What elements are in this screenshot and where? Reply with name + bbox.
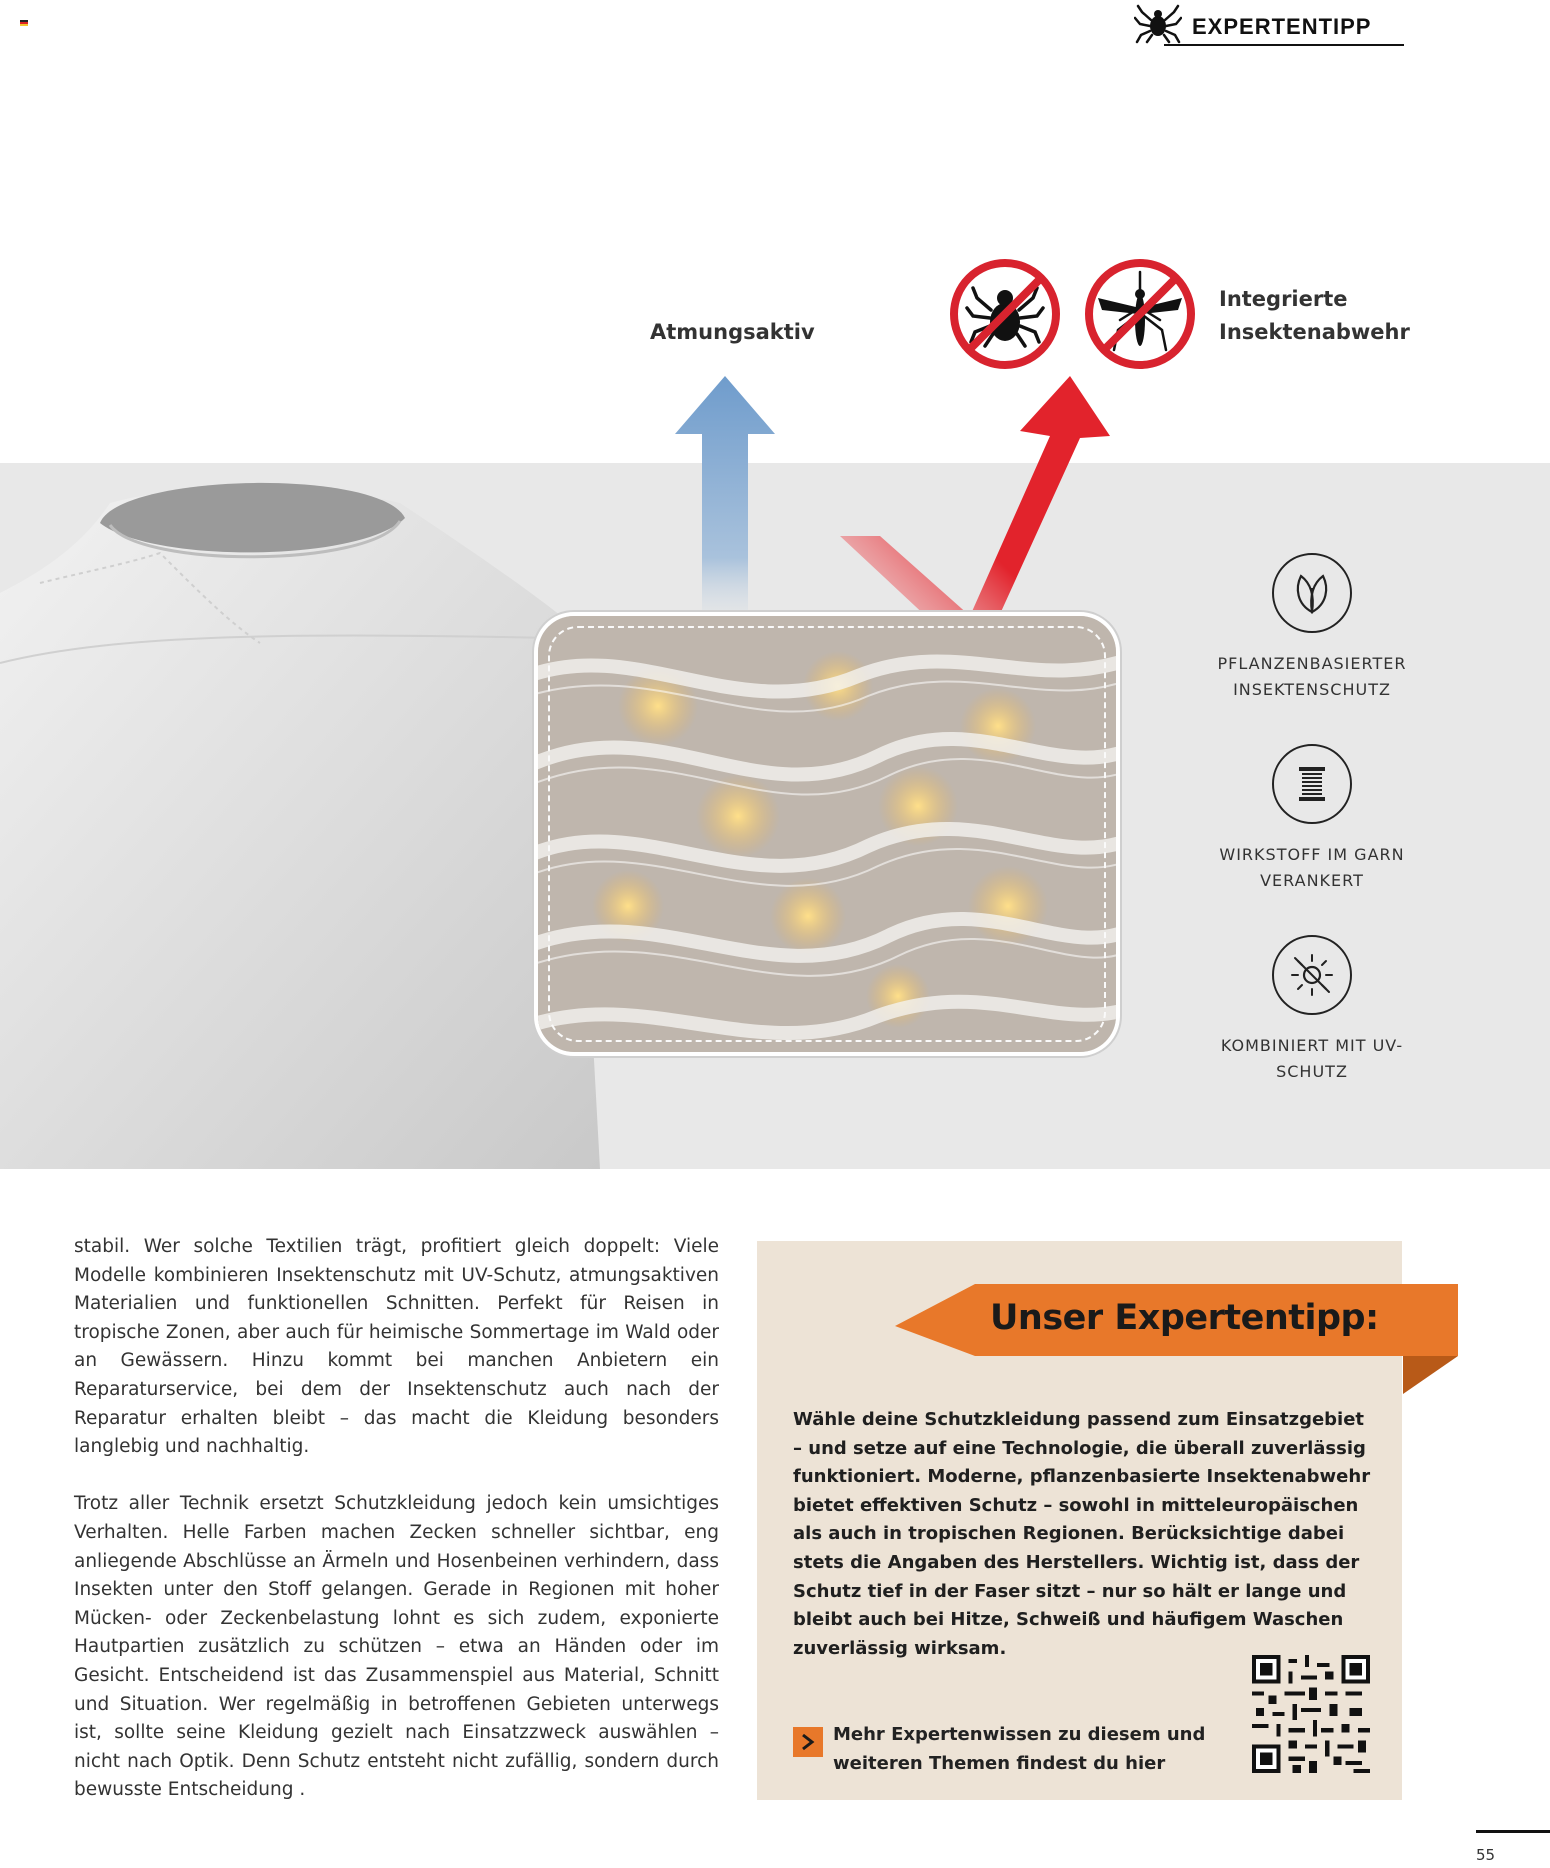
article-body — [74, 1233, 719, 1833]
no-mosquito-icon — [1084, 258, 1196, 370]
qr-code-icon[interactable] — [1252, 1655, 1370, 1773]
sun-crossed-icon — [1287, 950, 1337, 1000]
feature-icon-ring — [1272, 744, 1352, 824]
page-number-rule — [1476, 1830, 1550, 1833]
article-paragraph: Trotz aller Technik ersetzt Schutzkleidung jedoch kein umsichtiges Verhalten. Helle Farben machen Zecken schneller sichtbar, eng anliegende Abschlüsse an Ärmeln und Hosenbeinen verhindern, dass Insekten unter den Stoff gelangen. Gerade in Regionen mit hoher Mücken- oder Zeckenbelastung lohnt es sich zudem, exponierte Hautpartien zusätzlich zu schützen – etwa an Händen oder im Gesicht. Entscheidend ist das Zusammenspiel aus Material, Schnitt und Situation. Wer regelmäßig in betroffenen Gebieten unterwegs ist, sollte seine Kleidung gezielt nach Einsatzzweck auswählen – nicht nach Optik. Denn Schutz entsteht nicht zufällig, sondern durch bewusste Entscheidung . — [74, 1493, 719, 1801]
feature-icon-ring — [1272, 935, 1352, 1015]
header-title: EXPERTENTIPP — [1192, 14, 1372, 39]
feature-icon-ring — [1272, 553, 1352, 633]
more-link-text[interactable]: Mehr Expertenwissen zu diesem und weiteren Themen findest du hier — [833, 1724, 1206, 1774]
feature-label: PFLANZENBASIERTER INSEKTENSCHUTZ — [1217, 654, 1407, 699]
insect-repellent-arrow-icon — [840, 376, 1120, 646]
expert-tip-heading: Unser Expertentipp: — [990, 1298, 1379, 1338]
page-number: 55 — [1476, 1846, 1496, 1864]
thread-spool-icon — [1287, 759, 1337, 809]
section-header — [1134, 0, 1404, 48]
breathable-arrow-icon — [670, 376, 780, 636]
feature-label: KOMBINIERT MIT UV-SCHUTZ — [1220, 1036, 1404, 1081]
leaf-icon — [1287, 568, 1337, 618]
expert-tip-text: Wähle deine Schutzkleidung passend zum Einsatzgebiet – und setze auf eine Technologie, die überall zuverlässig funktioniert. Moderne, pflanzenbasierte Insektenabwehr bietet effektiven Schutz – sowohl in mitteleuropäischen als auch in tropischen Regionen. Berücksichtige dabei stets die Angaben des Herstellers. Wichtig ist, dass der Schutz tief in der Faser sitzt – nur so hält er lange und bleibt auch bei Hitze, Schweiß und häufigem Waschen zuverlässig wirksam. — [793, 1409, 1371, 1659]
insect-repellent-label: Integrierte Insektenabwehr — [1219, 287, 1410, 344]
article-paragraph: stabil. Wer solche Textilien trägt, profitiert gleich doppelt: Viele Modelle kombinieren Insektenschutz mit UV-Schutz, atmungsaktiven Materialien und funktionellen Schnitten. Perfekt für Reisen in tropische Zonen, aber auch für heimische Sommertage im Wald oder an Gewässern. Hinzu kommt bei manchen Anbietern ein Reparaturservice, bei dem der Insektenschutz auch nach der Reparatur erhalten bleibt – das macht die Kleidung besonders langlebig und nachhaltig. — [74, 1236, 719, 1458]
feature-label: WIRKSTOFF IM GARN VERANKERT — [1219, 845, 1405, 890]
feature-uv-protection — [1192, 935, 1432, 1085]
feature-plant-based — [1192, 553, 1432, 703]
header-underline — [1164, 44, 1404, 46]
tick-logo-icon — [1134, 2, 1182, 46]
fabric-dashed-frame — [548, 626, 1106, 1042]
no-tick-icon — [949, 258, 1061, 370]
breathable-label: Atmungsaktiv — [650, 320, 815, 344]
chevron-right-icon — [793, 1727, 823, 1757]
fabric-closeup — [534, 612, 1120, 1056]
feature-thread-anchored — [1192, 744, 1432, 894]
language-flag-icon — [20, 20, 28, 26]
